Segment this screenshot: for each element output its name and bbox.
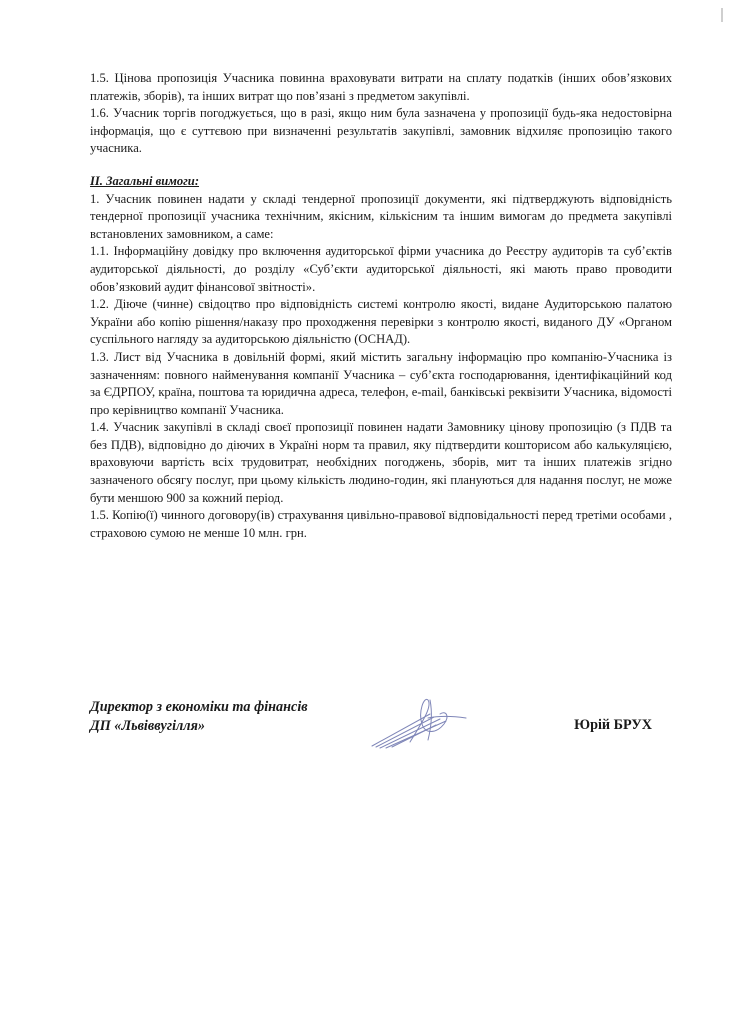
section-title-general-requirements: ІІ. Загальні вимоги:: [90, 173, 200, 188]
paragraph-requirement-1: 1. Учасник повинен надати у складі тендерної пропозиції документи, які підтверджують відповідність тендерної пропозиції учасника технічним, якісним, кількісним та іншим вимогам до предмета закупівлі встановлених замовником, а саме:: [90, 191, 672, 241]
document-body: [90, 70, 672, 542]
signatory-position-line-1: Директор з економіки та фінансів: [90, 699, 308, 715]
paragraph-requirement-1-3: 1.3. Лист від Учасника в довільній формі, який містить загальну інформацію про компанію-Учасника із зазначенням: повного найменування компанії Учасника – суб’єкта господарювання, ідентифікаційний код за ЄДРПОУ, країна, поштова та юридична адреса, телефон, e-mail, банківські реквізити Учасника, відомості про керівництво компанії Учасника.: [90, 349, 672, 417]
handwritten-signature-icon: [370, 690, 490, 750]
paragraph-requirement-1-2: 1.2. Діюче (чинне) свідоцтво про відповідність системі контролю якості, видане Аудиторською палатою України або копію рішення/наказу про проходження перевірки з контролю якості, виданого ДУ «Органом суспільного нагляду за аудиторською діяльністю (ОСНАД).: [90, 297, 672, 347]
signatory-name: Юрій БРУХ: [574, 717, 652, 733]
paragraph-requirement-1-5: 1.5. Копію(ї) чинного договору(ів) страхування цивільно-правової відповідальності перед третіми особами , страховою сумою не менше 10 млн. грн.: [90, 508, 672, 540]
signature-block: [90, 698, 652, 758]
scan-edge-mark: [721, 8, 723, 22]
signatory-position-line-2: ДП «Львіввугілля»: [90, 717, 205, 734]
paragraph-requirement-1-4: 1.4. Учасник закупівлі в складі своєї пропозиції повинен надати Замовнику цінову пропозицію (з ПДВ та без ПДВ), відповідно до діючих в Україні норм та правил, яку підтвердити кошторисом або калькуляцією, враховуючи вартість всіх трудовитрат, необхідних погоджень, зборів, мит та інших платежів згідно зазначеного обсягу послуг, при цьому кількість людино-годин, які плануються для надання послуг, не може бути меншою 900 за кожний період.: [90, 420, 672, 505]
paragraph-requirement-1-1: 1.1. Інформаційну довідку про включення аудиторської фірми учасника до Реєстру аудиторів та суб’єктів аудиторської діяльності, до розділу «Суб’єкти аудиторської діяльності, які мають право проводити обов’язковий аудит фінансової звітності».: [90, 244, 672, 294]
paragraph-1-5-price-offer: 1.5. Цінова пропозиція Учасника повинна враховувати витрати на сплату податків (інших обов’язкових платежів, зборів), та інших витрат що пов’язані з предметом закупівлі.: [90, 71, 672, 103]
paragraph-1-6-false-info: 1.6. Учасник торгів погоджується, що в разі, якщо ним була зазначена у пропозиції будь-яка недостовірна інформація, що є суттєвою при визначенні результатів закупівлі, замовник відхиляє пропозицію такого учасника.: [90, 106, 672, 156]
signatory-position: [90, 698, 308, 735]
